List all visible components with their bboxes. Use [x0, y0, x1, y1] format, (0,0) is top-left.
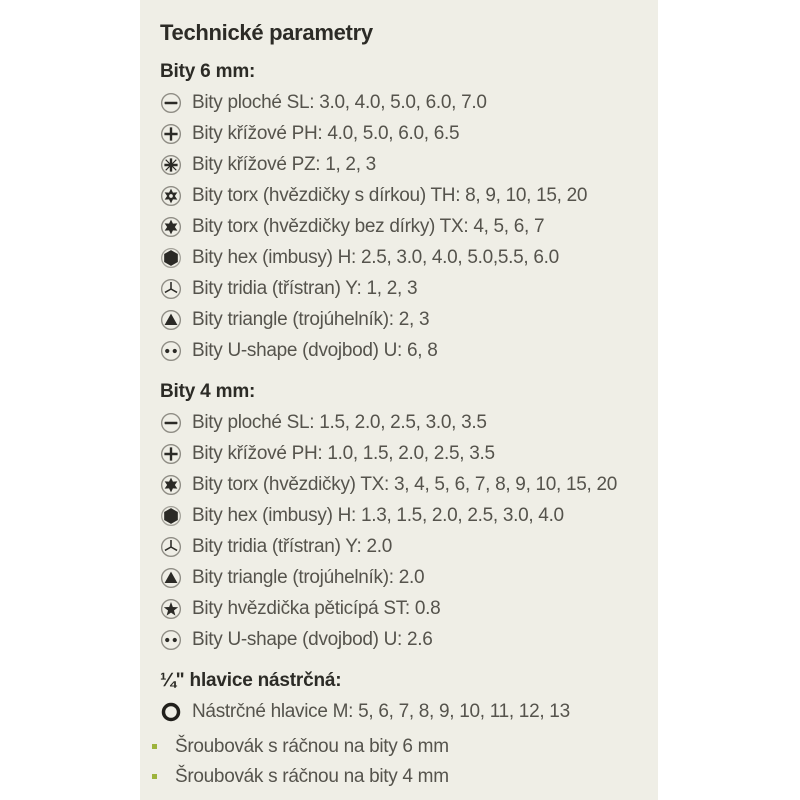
spec-list [160, 696, 658, 727]
spec-row [160, 593, 658, 624]
spec-list [160, 407, 658, 655]
green-bullet-icon [152, 774, 157, 779]
spec-label: Bity torx (hvězdičky) TX: 3, 4, 5, 6, 7, 8, 9, 10, 15, 20 [192, 473, 618, 495]
tech-params-panel [140, 0, 658, 800]
spec-row [160, 531, 658, 562]
hex-bit-icon [160, 505, 182, 527]
section-heading: ¼" hlavice nástrčná: [160, 670, 342, 691]
spec-label: Bity křížové PH: 1.0, 1.5, 2.0, 2.5, 3.5 [192, 442, 495, 464]
spec-row [160, 304, 658, 335]
u-shape-bit-icon [160, 629, 182, 651]
spec-label: Bity ploché SL: 3.0, 4.0, 5.0, 6.0, 7.0 [192, 91, 487, 113]
spec-label: Bity U-shape (dvojbod) U: 6, 8 [192, 339, 438, 361]
spec-label: Bity ploché SL: 1.5, 2.0, 2.5, 3.0, 3.5 [192, 411, 487, 433]
torx-bit-icon [160, 216, 182, 238]
page-title: Technické parametry [160, 20, 373, 45]
spec-row [160, 407, 658, 438]
bullet-list [152, 732, 658, 792]
spec-list [160, 87, 658, 366]
spec-row [160, 211, 658, 242]
spec-label: Bity triangle (trojúhelník): 2.0 [192, 566, 425, 588]
tridia-bit-icon [160, 536, 182, 558]
u-shape-bit-icon [160, 340, 182, 362]
spec-row [160, 273, 658, 304]
spec-row [160, 335, 658, 366]
bullet-item [152, 732, 658, 762]
spec-label: Nástrčné hlavice M: 5, 6, 7, 8, 9, 10, 11, 12, 13 [192, 700, 570, 722]
spec-label: Bity triangle (trojúhelník): 2, 3 [192, 308, 430, 330]
hex-bit-icon [160, 247, 182, 269]
spec-label: Bity U-shape (dvojbod) U: 2.6 [192, 628, 433, 650]
socket-icon [160, 701, 182, 723]
green-bullet-icon [152, 744, 157, 749]
spec-label: Bity hvězdička pěticípá ST: 0.8 [192, 597, 441, 619]
tridia-bit-icon [160, 278, 182, 300]
pozidriv-bit-icon [160, 154, 182, 176]
spec-row [160, 500, 658, 531]
spec-row [160, 149, 658, 180]
phillips-bit-icon [160, 123, 182, 145]
spec-row [160, 624, 658, 655]
torx-bit-icon [160, 474, 182, 496]
phillips-bit-icon [160, 443, 182, 465]
spec-label: Bity torx (hvězdičky bez dírky) TX: 4, 5, 6, 7 [192, 215, 545, 237]
spec-row [160, 562, 658, 593]
star5-bit-icon [160, 598, 182, 620]
spec-row [160, 696, 658, 727]
spec-label: Bity tridia (třístran) Y: 1, 2, 3 [192, 277, 418, 299]
spec-label: Bity křížové PH: 4.0, 5.0, 6.0, 6.5 [192, 122, 460, 144]
spec-row [160, 438, 658, 469]
spec-row [160, 118, 658, 149]
sections [160, 61, 658, 727]
spec-label: Bity hex (imbusy) H: 2.5, 3.0, 4.0, 5.0,5.5, 6.0 [192, 246, 559, 268]
bullet-item [152, 762, 658, 792]
spec-label: Bity křížové PZ: 1, 2, 3 [192, 153, 376, 175]
slot-bit-icon [160, 92, 182, 114]
slot-bit-icon [160, 412, 182, 434]
section-heading: Bity 4 mm: [160, 381, 256, 402]
section-heading: Bity 6 mm: [160, 61, 256, 82]
spec-row [160, 242, 658, 273]
spec-label: Bity tridia (třístran) Y: 2.0 [192, 535, 393, 557]
spec-row [160, 180, 658, 211]
triangle-bit-icon [160, 309, 182, 331]
torx-hole-bit-icon [160, 185, 182, 207]
spec-label: Bity hex (imbusy) H: 1.3, 1.5, 2.0, 2.5, 3.0, 4.0 [192, 504, 564, 526]
spec-label: Bity torx (hvězdičky s dírkou) TH: 8, 9, 10, 15, 20 [192, 184, 588, 206]
bullet-label: Šroubovák s ráčnou na bity 4 mm [175, 766, 449, 787]
triangle-bit-icon [160, 567, 182, 589]
spec-row [160, 469, 658, 500]
spec-row [160, 87, 658, 118]
bullet-label: Šroubovák s ráčnou na bity 6 mm [175, 736, 449, 757]
